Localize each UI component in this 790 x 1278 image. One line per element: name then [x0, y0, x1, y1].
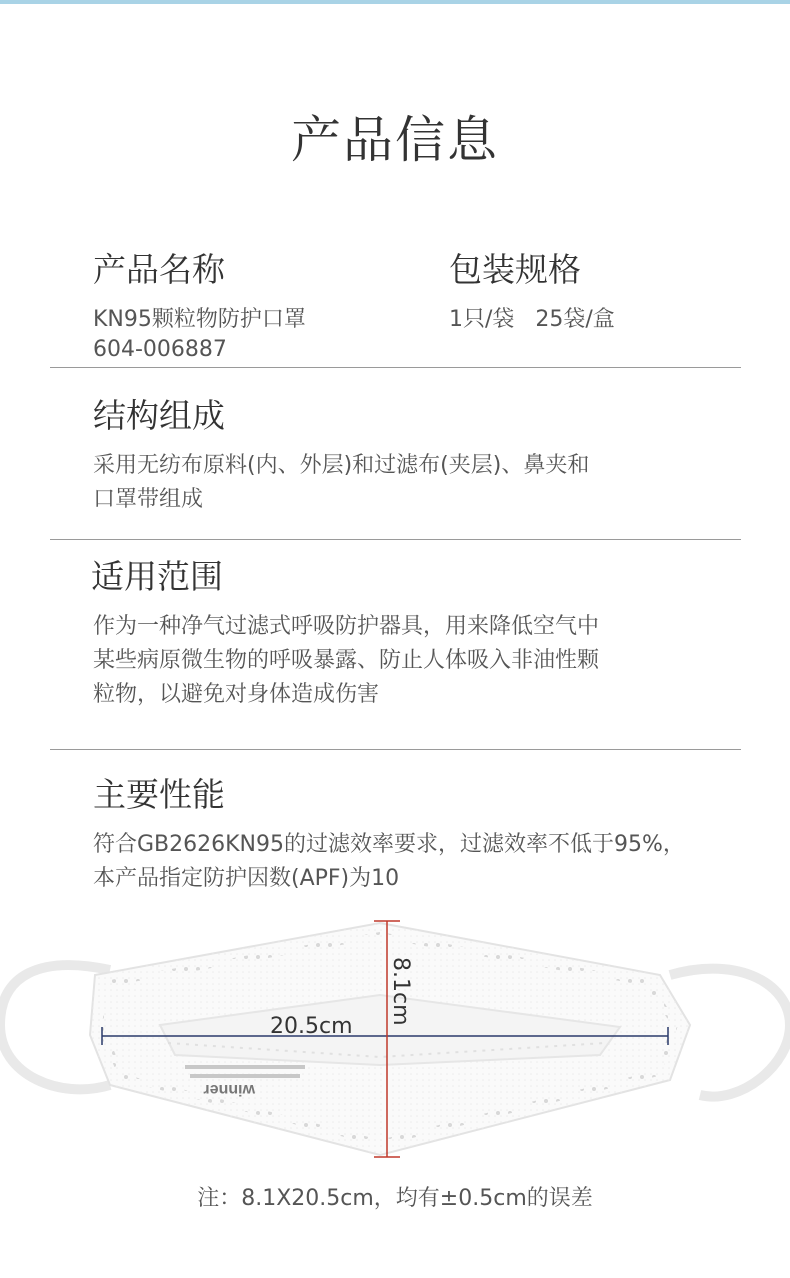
structure-line-2: 口罩带组成: [93, 487, 204, 512]
width-label: 20.5cm: [270, 1014, 353, 1039]
mask-image: [0, 915, 790, 1165]
scope-heading: 适用范围: [91, 557, 223, 596]
performance-line-2: 本产品指定防护因数(APF)为10: [93, 866, 400, 891]
divider-1: [50, 367, 741, 368]
performance-line-1: 符合GB2626KN95的过滤效率要求，过滤效率不低于95%，: [93, 832, 685, 857]
scope-line-3: 粒物，以避免对身体造成伤害: [93, 682, 380, 707]
height-label: 8.1cm: [388, 957, 413, 1026]
dimension-note: 注：8.1X20.5cm，均有±0.5cm的误差: [197, 1186, 593, 1211]
product-name-heading: 产品名称: [93, 250, 225, 289]
product-name-line-2: 604-006887: [93, 337, 227, 362]
structure-line-1: 采用无纺布原料(内、外层)和过滤布(夹层)、鼻夹和: [93, 453, 590, 478]
scope-line-2: 某些病原微生物的呼吸暴露、防止人体吸入非油性颗: [93, 648, 600, 673]
mask-brand: winner: [203, 1081, 255, 1098]
product-name-line-1: KN95颗粒物防护口罩: [93, 307, 306, 332]
scope-line-1: 作为一种净气过滤式呼吸防护器具，用来降低空气中: [93, 614, 600, 639]
packaging-text: 1只/袋 25袋/盒: [449, 307, 615, 332]
performance-heading: 主要性能: [93, 775, 225, 814]
page-title: 产品信息: [291, 111, 499, 169]
structure-heading: 结构组成: [93, 396, 225, 435]
top-accent-bar: [0, 0, 790, 4]
divider-2: [50, 539, 741, 540]
divider-3: [50, 749, 741, 750]
packaging-heading: 包装规格: [449, 250, 581, 289]
mask-illustration: [0, 915, 790, 1165]
